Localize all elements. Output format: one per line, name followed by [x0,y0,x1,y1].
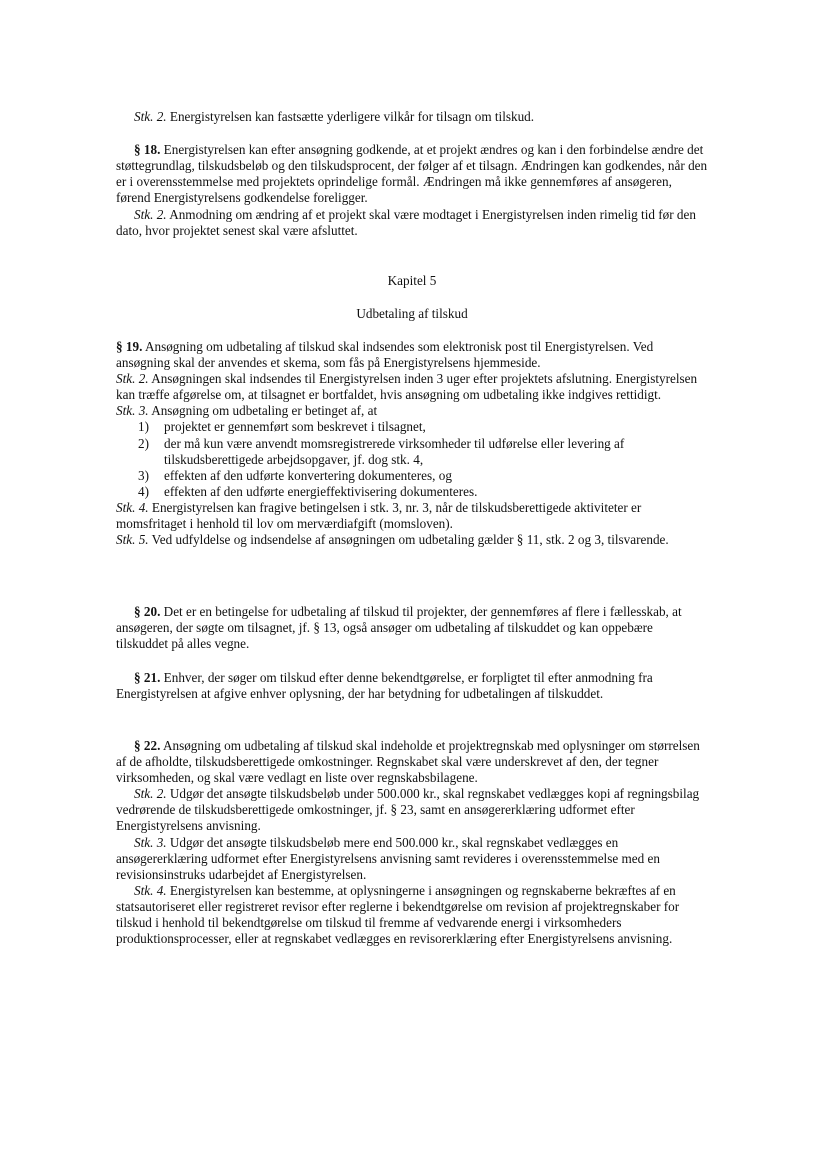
paragraph-text: Energistyrelsen kan efter ansøgning godkende, at et projekt ændres og kan i den forbindelse ændre det støttegrundlag, tilskudsbeløb og den tilskudsprocent, der følger af et tilsagn. Ændringen kan godkendes, når den er i overensstemmelse med projektets oprindelige formål. Ændringen må ikke gennemføres af ansøgeren, førend Energistyrelsens godkendelse foreligger. [116,142,708,206]
stk-label: Stk. 2. [134,109,167,124]
section-number: § 21. [134,670,161,685]
list-item-number: 1) [138,419,149,435]
paragraph-text: Ansøgning om udbetaling er betinget af, at [151,403,378,419]
list-item-text: effekten af den udførte energieffektivisering dokumenteres. [164,483,478,499]
condition-list [116,419,708,499]
list-item-number: 3) [138,467,149,483]
section-number: § 18. [134,142,161,157]
section-19-stk3 [116,403,708,419]
list-item-number: 4) [138,483,149,499]
stk-label: Stk. 3. [134,834,167,850]
list-item [116,419,708,435]
section-19 [116,339,708,548]
paragraph-text: Ansøgningen skal indsendes til Energistyrelsen inden 3 uger efter projektets afslutning. Energistyrelsen kan træffe afgørelse om, at tilsagnet er bortfaldet, hvis ansøgning om udbetaling ikke indgives rettidigt. [116,371,698,403]
stk-label: Stk. 4. [134,882,167,898]
list-item [116,436,708,468]
section-22 [116,738,708,947]
paragraph-text: Enhver, der søger om tilskud efter denne bekendtgørelse, er forpligtet til efter anmodning fra Energistyrelsen at afgive enhver oplysning, der har betydning for udbetalingen af tilskuddet. [116,670,653,702]
list-item-text: der må kun være anvendt momsregistrerede virksomheder til udførelse eller levering af tilskudsberettigede arbejdsopgaver, jf. dog stk. 4, [164,435,625,467]
section-19-stk4 [116,500,708,532]
section-number: § 22. [134,738,161,753]
stk-label: Stk. 5. [116,532,149,548]
section-18-stk2 [116,207,708,239]
paragraph-text: Ansøgning om udbetaling af tilskud skal indeholde et projektregnskab med oplysninger om størrelsen af de afholdte, tilskudsberettigede omkostninger. Regnskabet skal være underskrevet af den, der tegner virksomheden, og skal være vedlagt en liste over regnskabsbilagene. [116,738,700,786]
stk-label: Stk. 3. [116,403,149,419]
paragraph-text: Udgør det ansøgte tilskudsbeløb mere end 500.000 kr., skal regnskabet vedlægges en ansøgererklæring udformet efter Energistyrelsens anvisning samt revideres i overensstemmelse med en revisionsinstruks udarbejdet af Energistyrelsen. [116,834,660,882]
stk-label: Stk. 2. [116,371,149,387]
section-19-stk2 [116,371,708,403]
section-19-main [116,339,708,371]
section-20 [116,604,708,652]
list-item [116,484,708,500]
section-22-stk2 [116,786,708,834]
stk-label: Stk. 4. [116,499,149,515]
paragraph-text: Udgør det ansøgte tilskudsbeløb under 500.000 kr., skal regnskabet vedlægges kopi af regningsbilag vedrørende de tilskudsberettigede omkostninger, jf. § 23, samt en ansøgererklæring udformet efter Energistyrelsens anvisning. [116,786,700,834]
list-item-number: 2) [138,435,149,451]
section-22-stk4 [116,883,708,947]
stk-label: Stk. 2. [134,786,167,802]
paragraph-text: Anmodning om ændring af et projekt skal være modtaget i Energistyrelsen inden rimelig tid før den dato, hvor projektet senest skal være afsluttet. [116,207,696,239]
list-item-text: effekten af den udførte konvertering dokumenteres, og [164,467,452,483]
chapter-label: Kapitel 5 [387,273,437,288]
section-number: § 19. [116,339,143,354]
list-item-text: projektet er gennemført som beskrevet i tilsagnet, [164,419,426,435]
p17-stk2 [116,109,708,125]
paragraph-text: Energistyrelsen kan bestemme, at oplysningerne i ansøgningen og regnskaberne bekræftes af en statsautoriseret eller registreret revisor efter reglerne i bekendtgørelse om revision af projektregnskaber for tilskud i henhold til bekendtgørelse om tilskud til fremme af vedvarende energi i virksomheders produktionsprocesser, eller at regnskabet vedlægges en revisorerklæring efter Energistyrelsens anvisning. [116,882,680,947]
section-22-main [116,738,708,786]
paragraph-text: Energistyrelsen kan fragive betingelsen i stk. 3, nr. 3, når de tilskudsberettigede aktiviteter er momsfritaget i henhold til lov om merværdiafgift (momsloven). [116,499,642,532]
section-number: § 20. [134,604,161,619]
stk-label: Stk. 2. [134,207,167,222]
section-21 [116,670,708,702]
section-22-stk3 [116,835,708,883]
list-item [116,468,708,484]
paragraph-text: Ansøgning om udbetaling af tilskud skal indsendes som elektronisk post til Energistyrelsen. Ved ansøgning skal der anvendes et skema, som fås på Energistyrelsens hjemmeside. [116,339,654,371]
paragraph-text: Ved udfyldelse og indsendelse af ansøgningen om udbetaling gælder § 11, stk. 2 og 3, tilsvarende. [151,532,669,548]
paragraph-text: Energistyrelsen kan fastsætte yderligere vilkår for tilsagn om tilskud. [169,109,535,124]
section-18 [116,142,708,206]
section-19-stk5 [116,532,708,548]
paragraph-text: Det er en betingelse for udbetaling af tilskud til projekter, der gennemføres af flere i fællesskab, at ansøgeren, der søgte om tilsagnet, jf. § 13, også ansøger om udbetaling af tilskuddet og kan oppebære tilskuddet på alles vegne. [116,604,682,652]
chapter-title: Udbetaling af tilskud [356,306,468,321]
